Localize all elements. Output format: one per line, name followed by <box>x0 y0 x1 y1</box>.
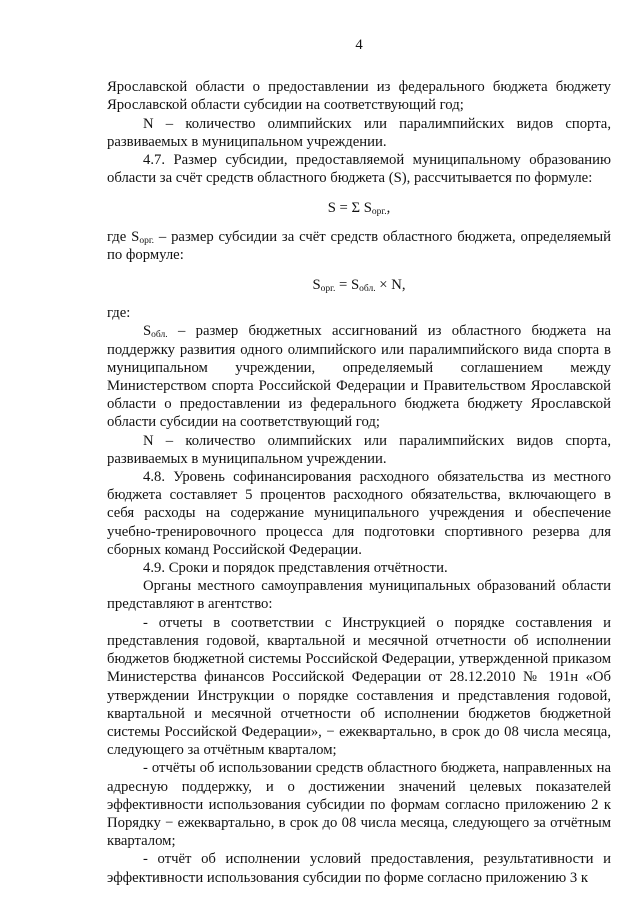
paragraph-n-definition-2: N – количество олимпийских или паралимпийских видов спорта, развиваемых в муниципальном учреждении. <box>107 432 611 467</box>
paragraph-region-agreement-end: Ярославской области о предоставлении из федерального бюджета бюджету Ярославской области субсидии на соответствующий год; <box>107 79 611 114</box>
paragraph-s-obl-definition <box>107 322 611 431</box>
formula-subscript: орг. <box>371 207 387 218</box>
paragraph-reporting-intro: Органы местного самоуправления муниципальных образований области представляют в агентство: <box>107 578 611 613</box>
paragraph-text: – размер субсидии за счёт средств областного бюджета, определяемый по формуле: <box>107 228 611 263</box>
formula-subscript: орг. <box>320 284 336 295</box>
formula-subscript: обл. <box>359 284 376 295</box>
formula-subscript: орг. <box>139 235 155 246</box>
paragraph-where: где: <box>107 305 131 322</box>
formula-subsidy-total <box>107 199 611 217</box>
formula-text: , <box>386 200 391 217</box>
paragraph-n-definition: N – количество олимпийских или паралимпийских видов спорта, развиваемых в муниципальном учреждении. <box>107 115 611 150</box>
paragraph-text: где S <box>107 228 140 245</box>
paragraph-text: – размер бюджетных ассигнований из областного бюджета на поддержку развития одного олимпийского или паралимпийского вида спорта в муниципальном учреждении, определяемый соглашением между Министерством спорта Российской Федерации и Правительством Ярославской области о предоставлении из федерального бюджета бюджету Ярославской области субсидии на соответствующий год; <box>107 323 611 431</box>
paragraph-4-8: 4.8. Уровень софинансирования расходного обязательства из местного бюджета составляет 5 процентов расходного обязательства, включающего в себя расходы на содержание муниципального учреждения и обеспечение учебно-тренировочного процесса для подготовки спортивного резерва для сборных команд Российской Федерации. <box>107 469 611 558</box>
paragraph-reporting-item-3: - отчёт об исполнении условий предоставления, результативности и эффективности использования субсидии по форме согласно приложению 3 к <box>107 851 611 886</box>
paragraph-4-9: 4.9. Сроки и порядок представления отчётности. <box>143 560 448 577</box>
formula-text: = S <box>335 277 360 294</box>
paragraph-s-org-definition <box>107 228 611 264</box>
page-number: 4 <box>355 37 363 53</box>
formula-subscript: обл. <box>151 330 168 341</box>
formula-s-org <box>107 276 611 294</box>
formula-text: S = Σ S <box>327 200 372 217</box>
paragraph-4-7: 4.7. Размер субсидии, предоставляемой муниципальному образованию области за счёт средств областного бюджета (S), рассчитывается по формуле: <box>107 152 611 187</box>
document-page <box>107 36 611 887</box>
paragraph-reporting-item-2: - отчёты об использовании средств областного бюджета, направленных на адресную поддержку, и о достижении значений целевых показателей эффективности использования субсидии по формам согласно приложению 2 к Порядку − ежеквартально, в срок до 08 числа месяца, следующего за отчётным кварталом; <box>107 760 611 850</box>
paragraph-text: S <box>143 323 152 340</box>
formula-text: × N, <box>375 277 406 294</box>
formula-text: S <box>312 277 321 294</box>
paragraph-reporting-item-1: - отчеты в соответствии с Инструкцией о порядке составления и представления годовой, квартальной и месячной отчетности об исполнении бюджетов бюджетной системы Российской Федерации, утвержденной приказом Министерства финансов Российской Федерации от 28.12.2010 № 191н «Об утверждении Инструкции о порядке составления и представления годовой, квартальной и месячной отчетности об исполнении бюджетов бюджетной системы Российской Федерации», − ежеквартально, в срок до 08 числа месяца, следующего за отчётным кварталом; <box>107 614 611 759</box>
